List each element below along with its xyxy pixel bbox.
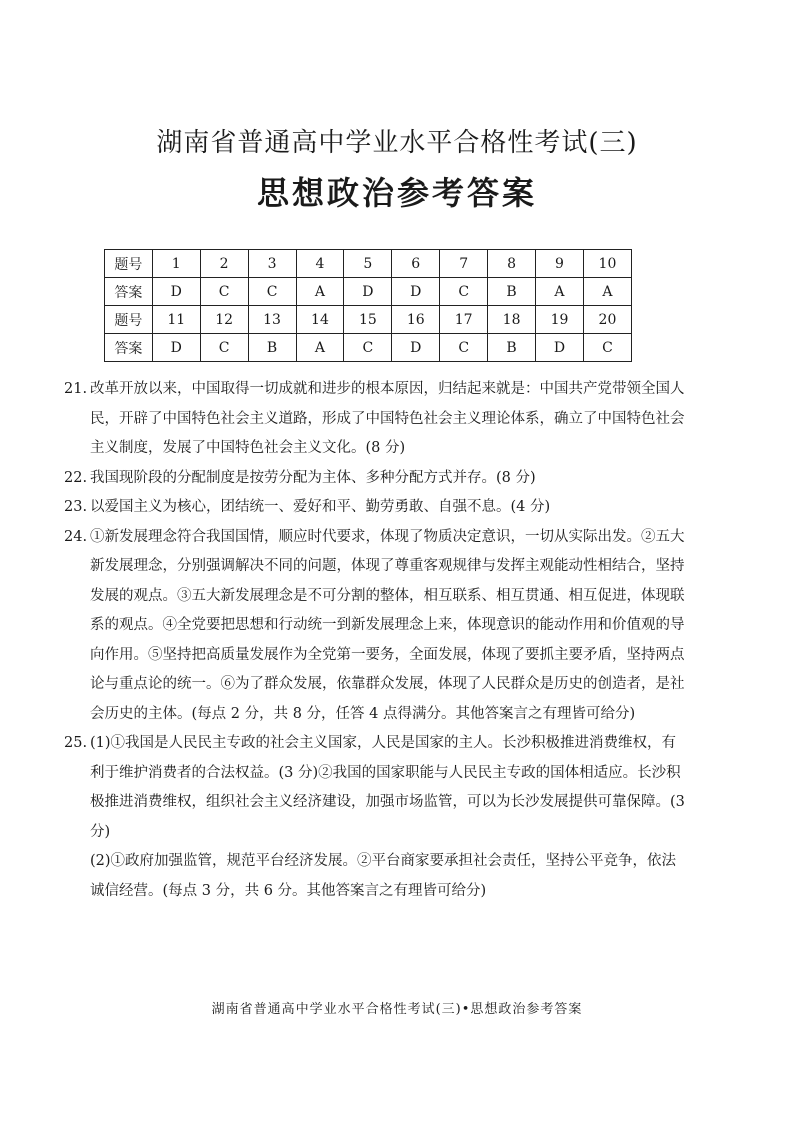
question-number-cell: 20 — [583, 306, 631, 334]
answer-cell: C — [583, 334, 631, 362]
question-number-cell: 7 — [440, 250, 488, 278]
row-label-number: 题号 — [105, 250, 153, 278]
question-number: 23. — [64, 499, 88, 515]
answer-cell: D — [536, 334, 584, 362]
question-text: 以爱国主义为核心，团结统一、爱好和平、勤劳勇敢、自强不息。(4 分) — [90, 499, 551, 515]
question-number-cell: 12 — [200, 306, 248, 334]
answer-cell: D — [392, 334, 440, 362]
row-label-number: 题号 — [105, 306, 153, 334]
question-number-cell: 9 — [536, 250, 584, 278]
question-number-cell: 8 — [488, 250, 536, 278]
answer-cell: B — [488, 334, 536, 362]
question-text: 我国现阶段的分配制度是按劳分配为主体、多种分配方式并存。(8 分) — [90, 469, 536, 486]
answer-cell: D — [344, 278, 392, 306]
question-number-cell: 18 — [488, 306, 536, 334]
question-number-cell: 4 — [296, 250, 344, 278]
answer-content — [64, 375, 690, 906]
answer-cell: A — [296, 334, 344, 362]
answer-table — [104, 249, 632, 362]
row-label-answer: 答案 — [105, 278, 153, 306]
question-number: 25. — [64, 735, 88, 751]
question-number-cell: 16 — [392, 306, 440, 334]
question-number: 21. — [64, 381, 88, 397]
question-number-cell: 3 — [248, 250, 296, 278]
answer-cell: B — [488, 278, 536, 306]
answer-cell: D — [152, 278, 200, 306]
question-25 — [64, 729, 690, 847]
question-24 — [64, 523, 690, 730]
page-title: 湖南省普通高中学业水平合格性考试(三) — [156, 128, 638, 158]
answer-table-row — [105, 334, 632, 362]
answer-cell: A — [536, 278, 584, 306]
answer-table-row — [105, 278, 632, 306]
answer-cell: D — [152, 334, 200, 362]
question-number-cell: 5 — [344, 250, 392, 278]
question-number-cell: 2 — [200, 250, 248, 278]
question-25-part-1: (1)①我国是人民民主专政的社会主义国家，人民是国家的主人。长沙积极推进消费维权，有利于维护消费者的合法权益。(3 分)②我国的国家职能与人民民主专政的国体相适应。长沙积极推进消费维权，组织社会主义经济建设，加强市场监管，可以为长沙发展提供可靠保障。(3 分) — [90, 735, 685, 840]
question-number-cell: 11 — [152, 306, 200, 334]
answer-cell: C — [440, 334, 488, 362]
answer-table-row — [105, 250, 632, 278]
question-number-cell: 6 — [392, 250, 440, 278]
page-subtitle: 思想政治参考答案 — [256, 174, 537, 212]
answer-table-row — [105, 306, 632, 334]
question-22 — [64, 464, 690, 494]
question-number-cell: 14 — [296, 306, 344, 334]
question-23 — [64, 493, 690, 523]
answer-cell: A — [583, 278, 631, 306]
question-number-cell: 13 — [248, 306, 296, 334]
question-number: 22. — [64, 469, 88, 486]
answer-cell: C — [200, 278, 248, 306]
question-number-cell: 17 — [440, 306, 488, 334]
question-number-cell: 1 — [152, 250, 200, 278]
answer-cell: C — [440, 278, 488, 306]
question-number-cell: 10 — [583, 250, 631, 278]
answer-cell: B — [248, 334, 296, 362]
question-text: ①新发展理念符合我国国情，顺应时代要求，体现了物质决定意识，一切从实际出发。②五大新发展理念，分别强调解决不同的问题，体现了尊重客观规律与发挥主观能动性相结合，坚持发展的观点。③五大新发展理念是不可分割的整体，相互联系、相互贯通、相互促进，体现联系的观点。④全党要把思想和行动统一到新发展理念上来，体现意识的能动作用和价值观的导向作用。⑤坚持把高质量发展作为全党第一要务，全面发展，体现了要抓主要矛盾，坚持两点论与重点论的统一。⑥为了群众发展，依靠群众发展，体现了人民群众是历史的创造者，是社会历史的主体。(每点 2 分，共 8 分，任答 4 点得满分。其他答案言之有理皆可给分) — [90, 528, 685, 722]
answer-cell: D — [392, 278, 440, 306]
answer-cell: A — [296, 278, 344, 306]
row-label-answer: 答案 — [105, 334, 153, 362]
answer-cell: C — [248, 278, 296, 306]
answer-cell: C — [200, 334, 248, 362]
page-footer: 湖南省普通高中学业水平合格性考试(三)•思想政治参考答案 — [211, 1002, 583, 1017]
question-number-cell: 15 — [344, 306, 392, 334]
question-number: 24. — [64, 528, 88, 545]
question-text: 改革开放以来，中国取得一切成就和进步的根本原因，归结起来就是：中国共产党带领全国人民，开辟了中国特色社会主义道路，形成了中国特色社会主义理论体系，确立了中国特色社会主义制度，发展了中国特色社会主义文化。(8 分) — [90, 381, 685, 456]
answer-cell: C — [344, 334, 392, 362]
question-25-part-2: (2)①政府加强监管，规范平台经济发展。②平台商家要承担社会责任，坚持公平竞争，依法诚信经营。(每点 3 分，共 6 分。其他答案言之有理皆可给分) — [90, 853, 677, 899]
question-21 — [64, 375, 690, 464]
question-number-cell: 19 — [536, 306, 584, 334]
